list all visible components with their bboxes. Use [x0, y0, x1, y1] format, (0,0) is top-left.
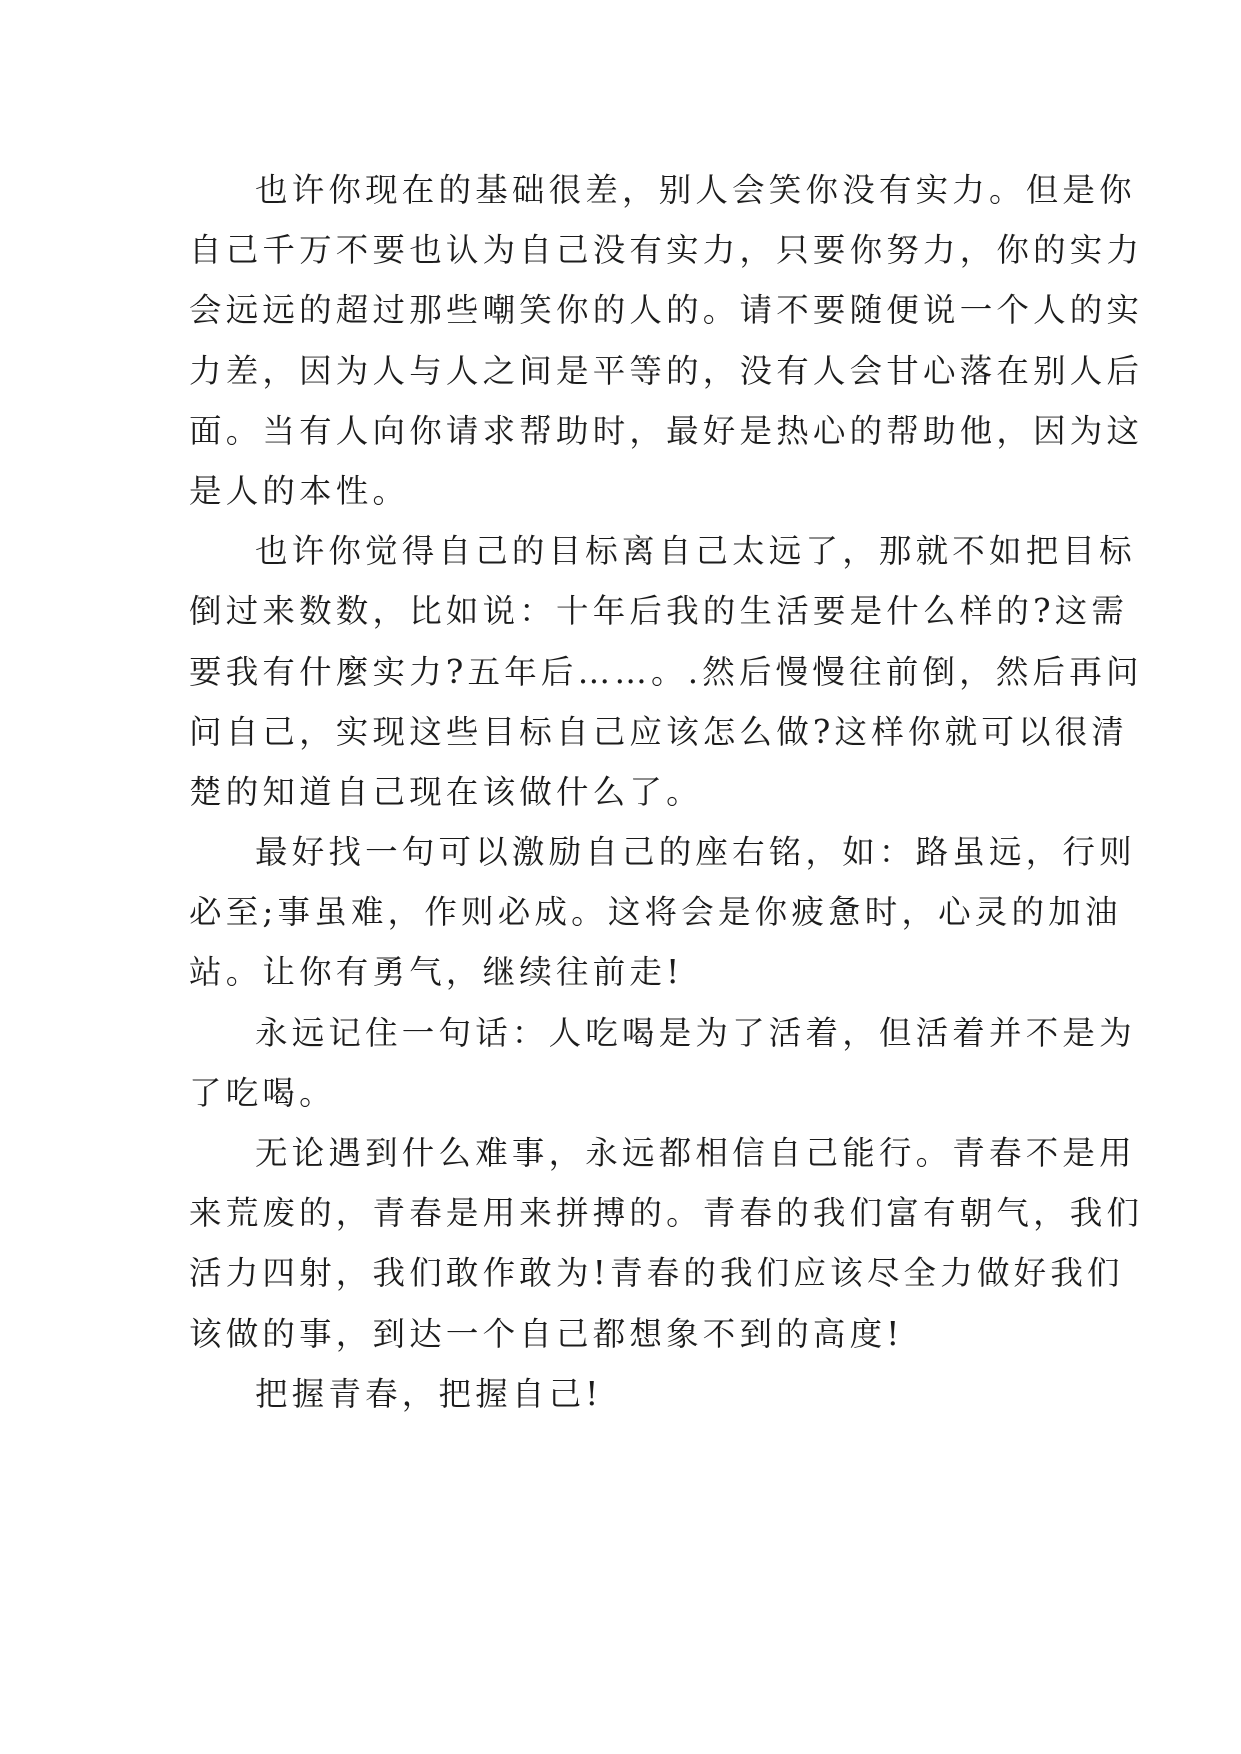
paragraph-6-line-1: 把握青春，把握自己!: [255, 1374, 603, 1413]
paragraph-2-line-3: 要我有什麼实力?五年后……。.然后慢慢往前倒，然后再问: [189, 652, 1143, 691]
paragraph-3-line-1: 最好找一句可以激励自己的座右铭，如：路虽远，行则: [255, 833, 1136, 872]
paragraph-3-line-3: 站。让你有勇气，继续往前走!: [189, 953, 684, 992]
document-body: [189, 160, 1144, 1424]
paragraph-1-line-3: 会远远的超过那些嘲笑你的人的。请不要随便说一个人的实: [189, 291, 1144, 330]
paragraph-3-line-2: 必至;事虽难，作则必成。这将会是你疲惫时，心灵的加油: [189, 893, 1122, 932]
paragraph-1-line-4: 力差，因为人与人之间是平等的，没有人会甘心落在别人后: [189, 351, 1144, 390]
paragraph-2-line-1: 也许你觉得自己的目标离自己太远了，那就不如把目标: [255, 532, 1136, 571]
paragraph-1-line-6: 是人的本性。: [189, 471, 410, 510]
paragraph-2-line-4: 问自己，实现这些目标自己应该怎么做?这样你就可以很清: [189, 712, 1129, 751]
paragraph-4-line-1: 永远记住一句话：人吃喝是为了活着，但活着并不是为: [255, 1013, 1136, 1052]
paragraph-2-line-5: 楚的知道自己现在该做什么了。: [189, 772, 703, 811]
paragraph-1-line-2: 自己千万不要也认为自己没有实力，只要你努力，你的实力: [189, 231, 1144, 270]
paragraph-5-line-1: 无论遇到什么难事，永远都相信自己能行。青春不是用: [255, 1134, 1136, 1172]
paragraph-5-line-3: 活力四射，我们敢作敢为!青春的我们应该尽全力做好我们: [189, 1254, 1124, 1293]
paragraph-1-line-1: 也许你现在的基础很差，别人会笑你没有实力。但是你: [255, 171, 1136, 209]
paragraph-5-line-4: 该做的事，到达一个自己都想象不到的高度!: [189, 1314, 904, 1353]
paragraph-2-line-2: 倒过来数数，比如说：十年后我的生活要是什么样的?这需: [189, 592, 1129, 631]
paragraph-4-line-2: 了吃喝。: [189, 1073, 336, 1112]
paragraph-5-line-2: 来荒废的，青春是用来拼搏的。青春的我们富有朝气，我们: [189, 1194, 1144, 1233]
paragraph-1-line-5: 面。当有人向你请求帮助时，最好是热心的帮助他，因为这: [189, 411, 1144, 450]
